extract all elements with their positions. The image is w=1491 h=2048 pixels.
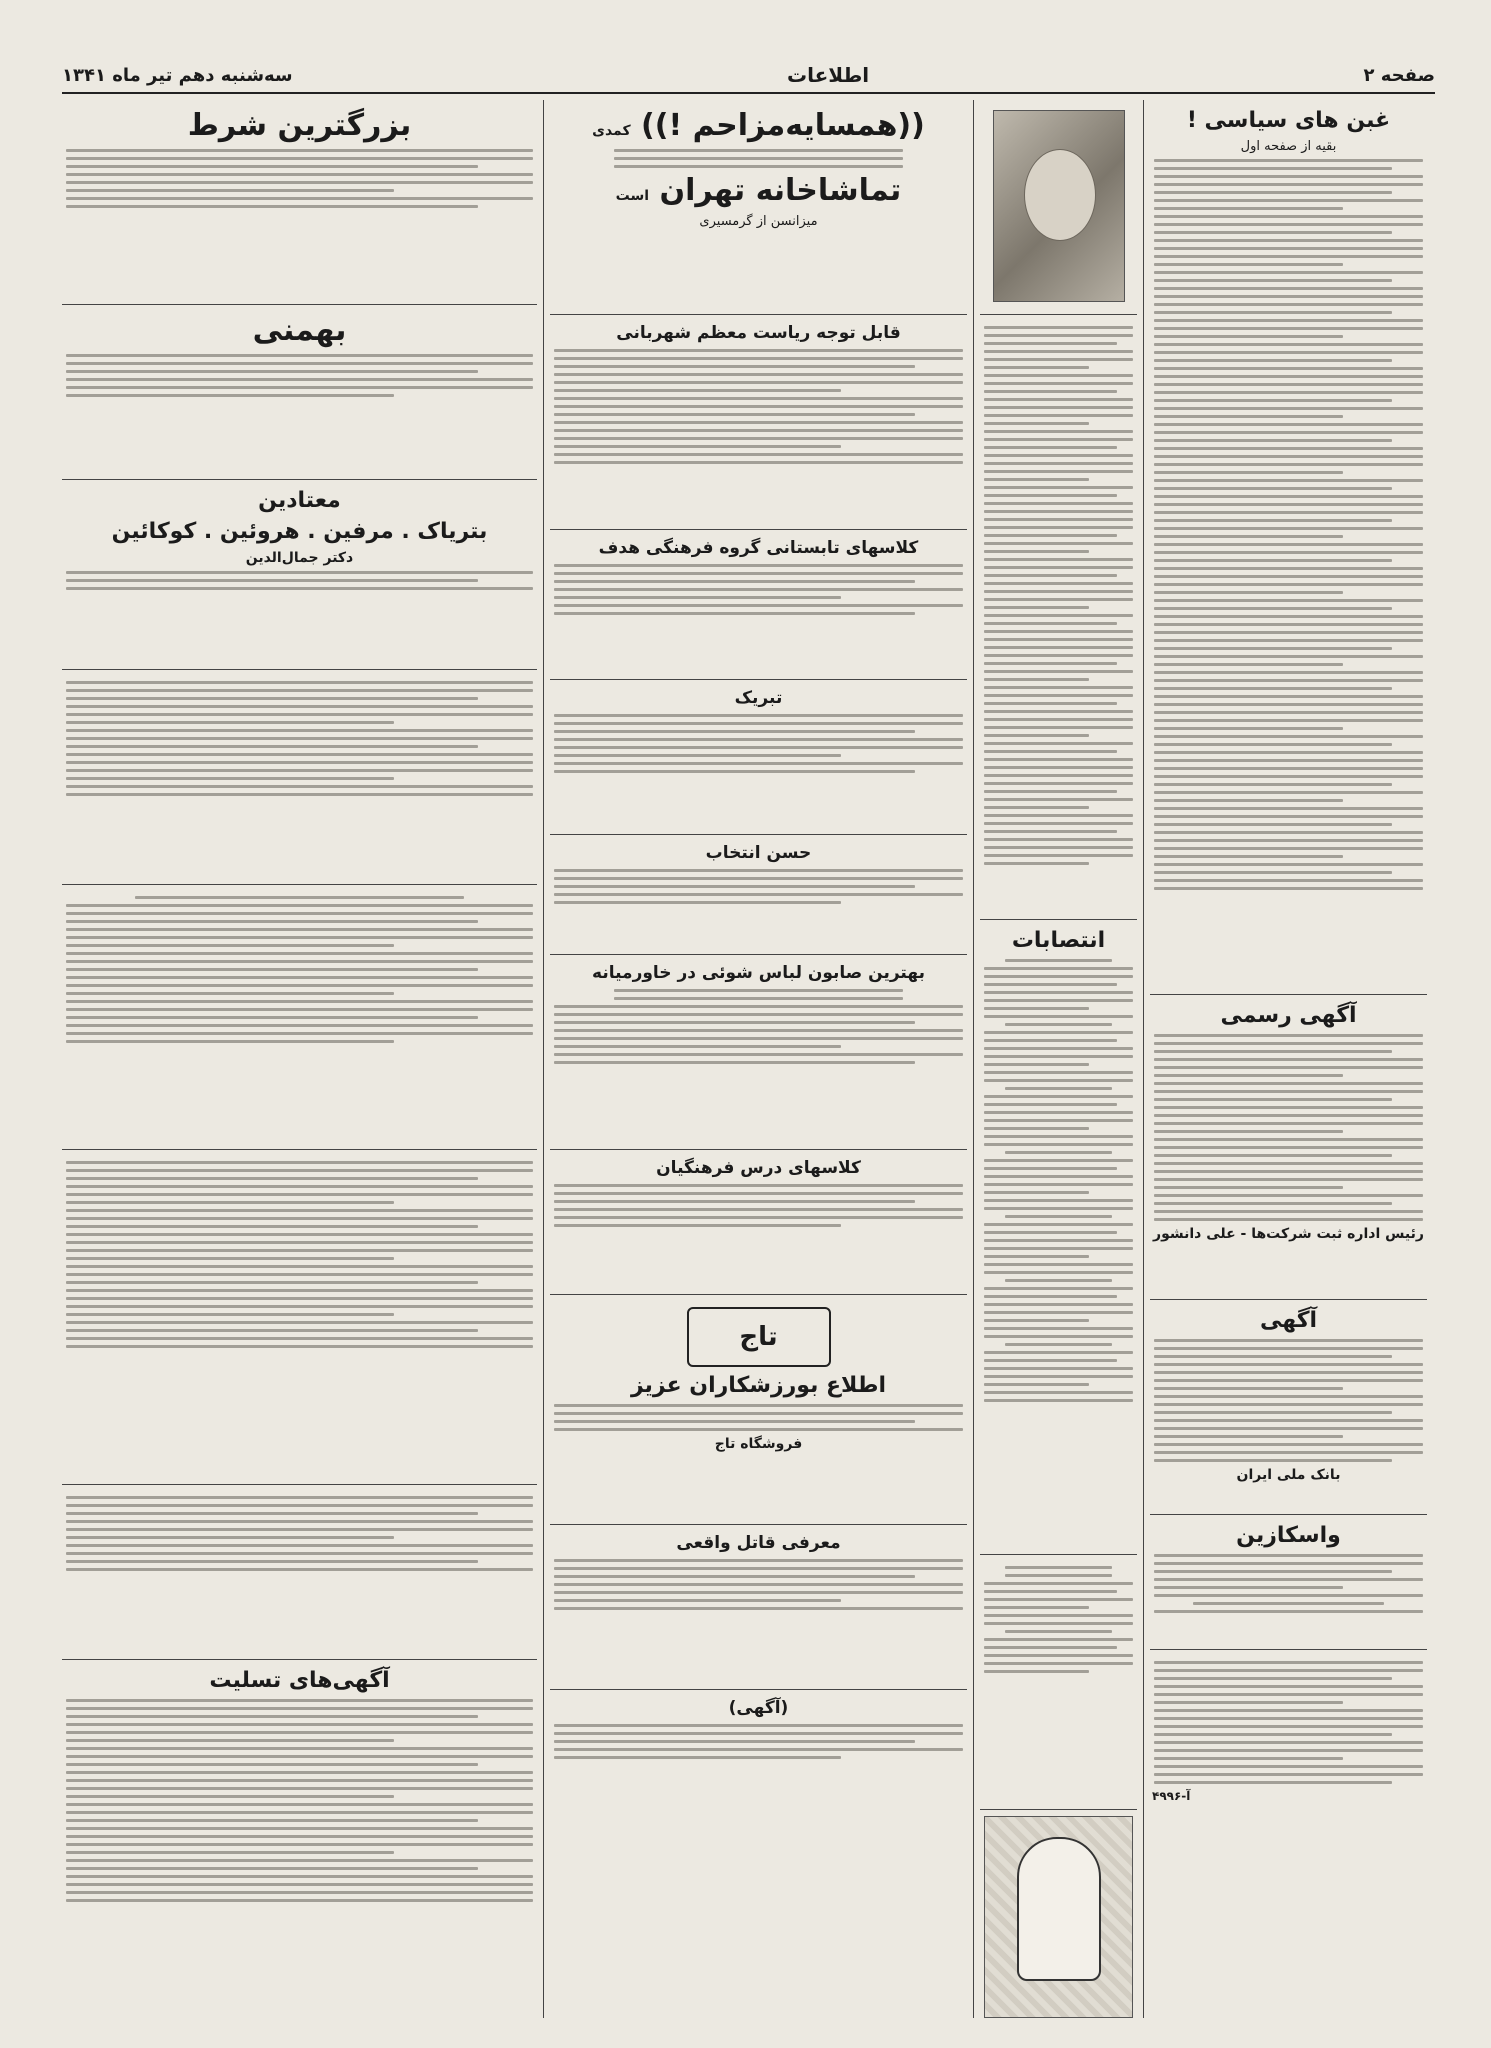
column-1	[1143, 100, 1433, 2018]
vaskazin-body	[1152, 1554, 1425, 1613]
theater-cast	[552, 149, 965, 168]
thanks-notice-1-body	[64, 681, 535, 796]
taj-store-ad	[550, 1295, 967, 1525]
embassy-notice-body	[64, 1496, 535, 1571]
soap-ad-body	[552, 989, 965, 1064]
notice-code: آ-۴۹۹۶	[1152, 1789, 1191, 1803]
killer-notice-body	[552, 1559, 965, 1610]
column-3	[543, 100, 973, 2018]
addicts-ad	[62, 480, 537, 670]
biggest-bet-body	[64, 149, 535, 208]
killer-notice-title: معرفی قاتل واقعی	[676, 1533, 841, 1553]
teachers-classes-notice	[550, 1150, 967, 1295]
taj-store-signature: فروشگاه تاج	[714, 1436, 803, 1452]
addicts-body	[64, 571, 535, 590]
killer-notice	[550, 1525, 967, 1690]
police-notice	[550, 315, 967, 530]
paper-name: اطلاعات	[786, 63, 870, 87]
biggest-bet-title: بزرگترین شرط	[187, 108, 412, 143]
article-title: غبن های سیاسی !	[1186, 108, 1391, 133]
police-notice-title: قابل توجه ریاست معظم شهربانی	[616, 323, 901, 343]
appointments-section	[980, 920, 1137, 1555]
appointments-body	[982, 959, 1135, 1402]
condolence-section	[62, 1660, 537, 2014]
column-2	[973, 100, 1143, 2018]
theater-suffix: است	[615, 188, 650, 204]
final-notice-body	[552, 1724, 965, 1759]
condolence-section-body	[64, 1699, 535, 1902]
congrats-title: تبریک	[734, 688, 783, 708]
column-4	[56, 100, 543, 2018]
bahmani-body	[64, 354, 535, 397]
biography-article	[980, 315, 1137, 920]
condolence-section-title: آگهی‌های تسلیت	[209, 1668, 390, 1693]
soap-ad-title: بهترین صابون لباس شوئی در خاورمیانه	[592, 963, 925, 983]
vaskazin-ad	[1150, 1515, 1427, 1650]
congrats-notice	[1150, 1650, 1427, 1864]
portrait-block	[980, 100, 1137, 315]
athletes-notice-title: اطلاع بورزشکاران عزیز	[630, 1373, 887, 1398]
doctor-name: دکتر جمال‌الدین	[245, 550, 354, 566]
theater-director: میزانسن از گرمسیری	[699, 214, 818, 229]
comedy-title: ((همسایه‌مزاحم !)) کمدی	[592, 108, 925, 143]
final-notice	[550, 1690, 967, 1824]
article-subtitle: بقیه از صفحه اول	[1240, 139, 1337, 154]
summer-classes-body	[552, 564, 965, 615]
good-selection-title: حسن انتخاب	[705, 843, 812, 863]
thanks-notice-2	[62, 1150, 537, 1485]
bank-notice-body	[1152, 1339, 1425, 1462]
bahmani-ad	[62, 305, 537, 480]
congrats-body	[1152, 1661, 1425, 1784]
summer-classes-title: کلاسهای تابستانی گروه فرهنگی هدف	[598, 538, 919, 558]
thanks-notice-1	[62, 670, 537, 885]
embassy-notice	[62, 1485, 537, 1660]
official-notice-signature: رئیس اداره ثبت شرکت‌ها - علی دانشور	[1153, 1226, 1424, 1242]
summer-classes-notice	[550, 530, 967, 680]
teachers-classes-body	[552, 1184, 965, 1227]
bank-notice-signature: بانک ملی ایران	[1236, 1467, 1341, 1483]
final-notice-title: (آگهی)	[728, 1698, 789, 1718]
appointments-title: انتصابات	[1011, 928, 1106, 953]
congrats-ad-body	[552, 714, 965, 773]
good-selection-body	[552, 869, 965, 904]
teachers-classes-title: کلاسهای درس فرهنگیان	[656, 1158, 861, 1178]
comedy-label: کمدی	[592, 123, 631, 139]
condolence-notice-1	[62, 885, 537, 1150]
bank-notice	[1150, 1300, 1427, 1515]
biography-body	[982, 326, 1135, 865]
bahmani-title: بهمنی	[252, 313, 347, 348]
doctor-ad-body	[982, 1566, 1135, 1673]
article-body	[1152, 159, 1425, 890]
political-article	[1150, 100, 1427, 995]
addicts-title: معتادین	[258, 488, 341, 513]
biggest-bet-ad	[62, 100, 537, 305]
taj-logo: تاج	[687, 1307, 831, 1367]
condolence-notice-1-body	[64, 896, 535, 1043]
athletes-notice-body	[552, 1404, 965, 1431]
page-label: صفحه ۲	[1363, 64, 1435, 86]
good-selection-notice	[550, 835, 967, 955]
vaskazin-title: واسکازین	[1236, 1523, 1341, 1548]
illustrated-ad	[984, 1816, 1133, 2018]
official-notice-body	[1152, 1034, 1425, 1221]
soap-ad	[550, 955, 967, 1150]
police-notice-body	[552, 349, 965, 464]
bank-notice-title: آگهی	[1259, 1308, 1318, 1333]
illustration-figure	[1017, 1837, 1101, 1981]
congrats-ad	[550, 680, 967, 835]
portrait-photo	[993, 110, 1125, 302]
masthead	[62, 58, 1435, 94]
issue-date: سه‌شنبه دهم تیر ماه ۱۳۴۱	[62, 64, 293, 86]
addicts-subtitle: بتریاک . مرفین . هروئین . کوکائین	[111, 519, 488, 544]
official-notice	[1150, 995, 1427, 1300]
thanks-notice-2-body	[64, 1161, 535, 1348]
official-notice-title: آگهی رسمی	[1220, 1003, 1357, 1028]
theater-title: تماشاخانه تهران است	[615, 173, 902, 208]
theater-ad	[550, 100, 967, 315]
doctor-ad	[980, 1555, 1137, 1810]
